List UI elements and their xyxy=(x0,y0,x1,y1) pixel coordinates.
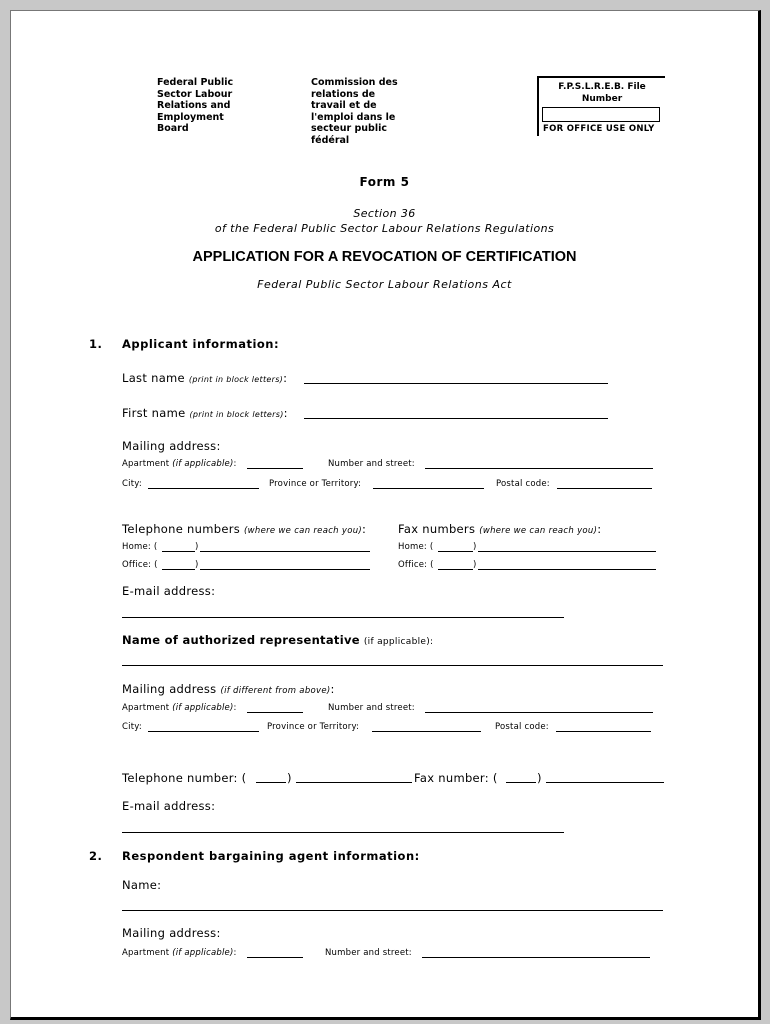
form-title: APPLICATION FOR A REVOCATION OF CERTIFICATION xyxy=(192,249,577,265)
agent-number-street-field[interactable] xyxy=(422,957,650,958)
office-phone-area-field[interactable] xyxy=(162,569,195,570)
last-name-label xyxy=(122,371,287,385)
representative-label xyxy=(122,633,433,647)
rep-mailing-address-label xyxy=(122,682,335,696)
file-number-box xyxy=(537,76,665,136)
colon: : xyxy=(283,406,288,420)
rep-telephone-area-field[interactable] xyxy=(256,782,286,783)
rep-number-street-field[interactable] xyxy=(425,712,653,713)
agent-name-label: Name: xyxy=(122,878,162,892)
paren-close: ) xyxy=(473,560,477,570)
colon: : xyxy=(233,703,237,713)
colon: : xyxy=(283,371,288,385)
agent-apartment-field[interactable] xyxy=(247,957,303,958)
colon: : xyxy=(362,522,367,536)
office-use-note: FOR OFFICE USE ONLY xyxy=(543,124,655,134)
rep-fax-label: Fax number: ( xyxy=(414,771,498,785)
rep-fax-area-field[interactable] xyxy=(506,782,536,783)
regulations-reference: of the Federal Public Sector Labour Relations Regulations xyxy=(214,222,555,235)
telephone-numbers-text: Telephone numbers xyxy=(122,522,241,536)
rep-fax-field[interactable] xyxy=(546,782,664,783)
apartment-text: Apartment xyxy=(122,948,170,958)
first-name-field[interactable] xyxy=(304,418,608,419)
home-phone-field[interactable] xyxy=(200,551,370,552)
postal-code-field[interactable] xyxy=(557,488,652,489)
paren-close: ) xyxy=(287,771,292,785)
home-fax-area-field[interactable] xyxy=(438,551,473,552)
rep-email-field[interactable] xyxy=(122,832,564,833)
paren-close: ) xyxy=(195,560,199,570)
reach-note: (where we can reach you) xyxy=(479,526,598,536)
rep-apartment-label xyxy=(122,703,237,713)
fax-numbers-text: Fax numbers xyxy=(398,522,476,536)
section-1-heading: Applicant information: xyxy=(122,337,280,351)
agent-number-street-label: Number and street: xyxy=(325,948,412,958)
province-field[interactable] xyxy=(373,488,484,489)
representative-name-field[interactable] xyxy=(122,665,663,666)
section-2-heading: Respondent bargaining agent information: xyxy=(122,849,420,863)
file-number-title: F.P.S.L.R.E.B. File Number xyxy=(558,82,646,104)
office-phone-field[interactable] xyxy=(200,569,370,570)
city-field[interactable] xyxy=(148,488,259,489)
home-fax-label: Home: ( xyxy=(398,542,434,552)
colon: : xyxy=(233,459,237,469)
section-reference: Section 36 xyxy=(353,207,416,220)
if-applicable-note: (if applicable) xyxy=(172,948,234,958)
rep-telephone-label: Telephone number: ( xyxy=(122,771,247,785)
if-applicable-note: (if applicable) xyxy=(172,459,234,469)
agent-mailing-address-label: Mailing address: xyxy=(122,926,221,940)
file-number-field[interactable] xyxy=(542,107,660,122)
board-english-name: Federal Public Sector Labour Relations and Employment Board xyxy=(157,77,234,134)
number-street-label: Number and street: xyxy=(328,459,415,469)
rep-postal-code-field[interactable] xyxy=(556,731,651,732)
board-french-name: Commission des relations de travail et de l'emploi dans le secteur public fédéral xyxy=(311,77,398,146)
rep-province-field[interactable] xyxy=(372,731,481,732)
telephone-numbers-label xyxy=(122,522,366,536)
form-number: Form 5 xyxy=(359,175,410,189)
block-letters-note: (print in block letters) xyxy=(188,375,284,384)
colon: : xyxy=(597,522,602,536)
home-fax-field[interactable] xyxy=(478,551,656,552)
rep-mailing-text: Mailing address xyxy=(122,682,217,696)
rep-postal-code-label: Postal code: xyxy=(495,722,549,732)
paren-close: ) xyxy=(537,771,542,785)
rep-city-field[interactable] xyxy=(148,731,259,732)
city-label: City: xyxy=(122,479,142,489)
home-phone-area-field[interactable] xyxy=(162,551,195,552)
colon: : xyxy=(330,682,335,696)
apartment-text: Apartment xyxy=(122,703,170,713)
rep-province-label: Province or Territory: xyxy=(267,722,360,732)
rep-number-street-label: Number and street: xyxy=(328,703,415,713)
number-street-field[interactable] xyxy=(425,468,653,469)
paren-close: ) xyxy=(195,542,199,552)
reach-note: (where we can reach you) xyxy=(244,526,363,536)
last-name-text: Last name xyxy=(122,371,185,385)
office-phone-label: Office: ( xyxy=(122,560,158,570)
email-field[interactable] xyxy=(122,617,564,618)
last-name-field[interactable] xyxy=(304,383,608,384)
rep-email-label: E-mail address: xyxy=(122,799,216,813)
mailing-address-label: Mailing address: xyxy=(122,439,221,453)
if-applicable-note: (if applicable) xyxy=(172,703,234,713)
rep-city-label: City: xyxy=(122,722,142,732)
agent-apartment-label xyxy=(122,948,237,958)
representative-note: (if applicable): xyxy=(363,637,434,647)
office-fax-field[interactable] xyxy=(478,569,656,570)
fax-numbers-label xyxy=(398,522,601,536)
apartment-field[interactable] xyxy=(247,468,303,469)
section-1-number: 1. xyxy=(89,337,103,351)
office-fax-label: Office: ( xyxy=(398,560,434,570)
section-2-number: 2. xyxy=(89,849,103,863)
apartment-text: Apartment xyxy=(122,459,170,469)
first-name-text: First name xyxy=(122,406,186,420)
form-page xyxy=(10,10,761,1020)
agent-name-field[interactable] xyxy=(122,910,663,911)
rep-telephone-field[interactable] xyxy=(296,782,412,783)
paren-close: ) xyxy=(473,542,477,552)
rep-apartment-field[interactable] xyxy=(247,712,303,713)
rep-mailing-note: (if different from above) xyxy=(220,686,331,696)
office-fax-area-field[interactable] xyxy=(438,569,473,570)
email-label: E-mail address: xyxy=(122,584,216,598)
first-name-label xyxy=(122,406,288,420)
colon: : xyxy=(233,948,237,958)
act-name: Federal Public Sector Labour Relations Act xyxy=(257,278,512,291)
apartment-label xyxy=(122,459,237,469)
block-letters-note: (print in block letters) xyxy=(189,410,284,419)
province-label: Province or Territory: xyxy=(269,479,362,489)
representative-heading: Name of authorized representative xyxy=(122,633,360,647)
postal-code-label: Postal code: xyxy=(496,479,550,489)
home-phone-label: Home: ( xyxy=(122,542,158,552)
